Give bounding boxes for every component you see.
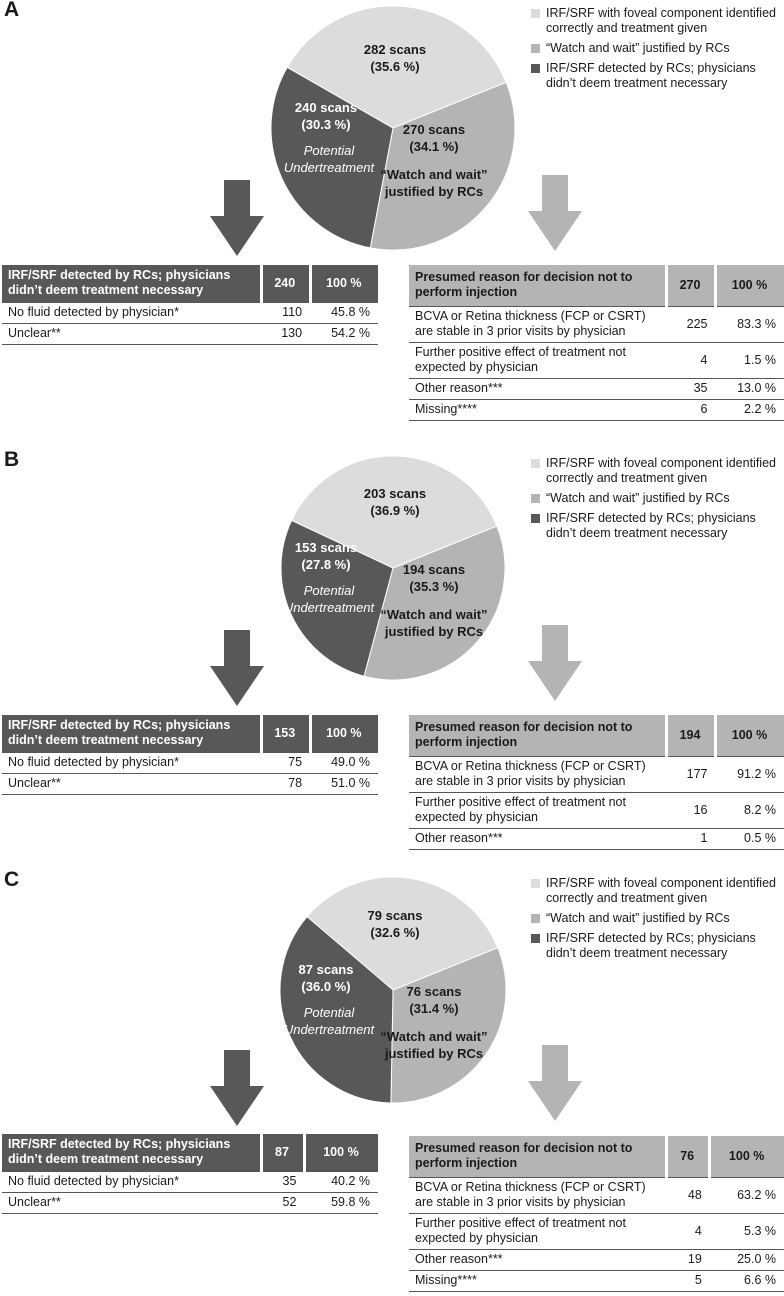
slice-label-scans: 153 scans: [294, 540, 358, 555]
slice-note-line: justified by RCs: [384, 1046, 484, 1061]
table-cell: 54.2 %: [310, 324, 378, 345]
slice-note-line: “Watch and wait”: [380, 167, 488, 182]
legend-label: “Watch and wait” justified by RCs: [546, 41, 730, 55]
table-row: [409, 379, 784, 400]
arrow-down-dark-icon: [210, 630, 264, 706]
legend-swatch: [531, 494, 540, 503]
pie-chart: [262, 450, 522, 700]
table-cell: 225: [667, 307, 716, 343]
table-row: [409, 307, 784, 343]
table-row: [409, 757, 784, 793]
legend-item: [531, 456, 784, 486]
panel-b: [0, 450, 784, 870]
panel-c: [0, 870, 784, 1290]
panel-letter: B: [4, 448, 20, 471]
table-row: [2, 774, 378, 795]
table-row: [2, 303, 378, 324]
left-table: [2, 265, 378, 345]
table-cell: 6: [667, 400, 716, 421]
table-cell: 1.5 %: [716, 343, 784, 379]
table-cell: 6.6 %: [710, 1271, 784, 1292]
legend-swatch: [531, 44, 540, 53]
table-cell: 35: [262, 1172, 305, 1193]
table-row: [409, 1271, 784, 1292]
table-cell: 1: [667, 829, 716, 850]
table-header-cell: 87: [262, 1134, 305, 1172]
table-cell: Further positive effect of treatment not expected by physician: [409, 793, 667, 829]
table-cell: 16: [667, 793, 716, 829]
slice-label-scans: 282 scans: [363, 42, 427, 57]
legend-item: [531, 511, 784, 541]
table-header-cell: 100 %: [716, 715, 784, 757]
arrow-down-light-icon: [528, 625, 582, 701]
slice-label-pct: (27.8 %): [301, 557, 351, 572]
table-cell: 25.0 %: [710, 1250, 784, 1271]
pie-chart: [262, 870, 522, 1120]
table-header-cell: 100 %: [716, 265, 784, 307]
legend-swatch: [531, 934, 540, 943]
table-cell: BCVA or Retina thickness (FCP or CSRT) are stable in 3 prior visits by physician: [409, 307, 667, 343]
arrow-down-dark-icon: [210, 1050, 264, 1126]
table-header-cell: 240: [262, 265, 311, 303]
table-cell: Unclear**: [2, 774, 262, 795]
legend: [531, 6, 784, 96]
panel-letter: C: [4, 868, 20, 891]
table-header-cell: 100 %: [310, 715, 378, 753]
table-cell: 13.0 %: [716, 379, 784, 400]
table-cell: BCVA or Retina thickness (FCP or CSRT) are stable in 3 prior visits by physician: [409, 757, 667, 793]
table-cell: 177: [667, 757, 716, 793]
table-header-cell: Presumed reason for decision not to perform injection: [409, 265, 667, 307]
table-header-cell: Presumed reason for decision not to perform injection: [409, 715, 667, 757]
legend-label: “Watch and wait” justified by RCs: [546, 491, 730, 505]
legend-item: [531, 491, 784, 506]
slice-note-line: Potential: [303, 583, 355, 598]
slice-label-pct: (35.6 %): [370, 59, 420, 74]
legend-item: [531, 41, 784, 56]
table-header-row: [2, 1134, 378, 1172]
table-cell: 110: [262, 303, 311, 324]
left-table: [2, 715, 378, 795]
slice-note-line: “Watch and wait”: [380, 1029, 488, 1044]
table-cell: Further positive effect of treatment not expected by physician: [409, 343, 667, 379]
slice-label-scans: 240 scans: [294, 100, 358, 115]
table-cell: No fluid detected by physician*: [2, 1172, 262, 1193]
table-cell: 51.0 %: [310, 774, 378, 795]
slice-label-scans: 87 scans: [298, 962, 354, 977]
table-row: [2, 1172, 378, 1193]
slice-label-pct: (34.1 %): [409, 139, 459, 154]
slice-label-pct: (30.3 %): [301, 117, 351, 132]
table-header-cell: 100 %: [310, 265, 378, 303]
table-row: [409, 343, 784, 379]
table-row: [409, 400, 784, 421]
slice-label-pct: (35.3 %): [409, 579, 459, 594]
slice-label-pct: (36.9 %): [370, 503, 420, 518]
table-header-row: [409, 265, 784, 307]
slice-label-pct: (32.6 %): [370, 925, 420, 940]
slice-label-scans: 194 scans: [402, 562, 466, 577]
table-row: [409, 793, 784, 829]
panel-letter: A: [4, 0, 20, 21]
table-header-cell: 153: [262, 715, 311, 753]
legend-swatch: [531, 879, 540, 888]
legend-label: IRF/SRF detected by RCs; physicians didn’t deem treatment necessary: [546, 61, 756, 90]
slice-note-line: Undertreatment: [283, 600, 375, 615]
left-table: [2, 1134, 378, 1214]
slice-note-line: Potential: [303, 143, 355, 158]
table-cell: Missing****: [409, 1271, 667, 1292]
table-header-cell: IRF/SRF detected by RCs; physicians didn’t deem treatment necessary: [2, 265, 262, 303]
legend-swatch: [531, 514, 540, 523]
table-header-row: [2, 265, 378, 303]
table-row: [409, 829, 784, 850]
table-header-cell: 100 %: [710, 1136, 784, 1178]
table-cell: 59.8 %: [304, 1193, 378, 1214]
table-cell: Other reason***: [409, 1250, 667, 1271]
legend-swatch: [531, 64, 540, 73]
table-header-cell: 270: [667, 265, 716, 307]
table-cell: 91.2 %: [716, 757, 784, 793]
table-row: [409, 1178, 784, 1214]
arrow-down-light-icon: [528, 1045, 582, 1121]
legend-item: [531, 911, 784, 926]
table-cell: 130: [262, 324, 311, 345]
right-table: [409, 715, 784, 850]
table-cell: 52: [262, 1193, 305, 1214]
pie-chart: [262, 0, 522, 250]
table-cell: Further positive effect of treatment not expected by physician: [409, 1214, 667, 1250]
table-row: [2, 1193, 378, 1214]
table-cell: No fluid detected by physician*: [2, 303, 262, 324]
legend-item: [531, 61, 784, 91]
slice-note-line: justified by RCs: [384, 624, 484, 639]
slice-label-scans: 203 scans: [363, 486, 427, 501]
arrow-down-light-icon: [528, 175, 582, 251]
table-cell: 63.2 %: [710, 1178, 784, 1214]
table-cell: Other reason***: [409, 379, 667, 400]
slice-note-line: “Watch and wait”: [380, 607, 488, 622]
legend-label: IRF/SRF detected by RCs; physicians didn’t deem treatment necessary: [546, 931, 756, 960]
table-cell: No fluid detected by physician*: [2, 753, 262, 774]
table-cell: 0.5 %: [716, 829, 784, 850]
table-cell: 78: [262, 774, 311, 795]
table-header-cell: Presumed reason for decision not to perform injection: [409, 1136, 667, 1178]
table-cell: 83.3 %: [716, 307, 784, 343]
legend-label: IRF/SRF with foveal component identified correctly and treatment given: [546, 876, 776, 905]
table-cell: 2.2 %: [716, 400, 784, 421]
legend-label: “Watch and wait” justified by RCs: [546, 911, 730, 925]
legend-label: IRF/SRF with foveal component identified correctly and treatment given: [546, 456, 776, 485]
panel-a: [0, 0, 784, 420]
slice-note-line: Undertreatment: [283, 1022, 375, 1037]
table-cell: Unclear**: [2, 324, 262, 345]
arrow-down-dark-icon: [210, 180, 264, 256]
table-cell: 40.2 %: [304, 1172, 378, 1193]
table-cell: Unclear**: [2, 1193, 262, 1214]
table-header-row: [2, 715, 378, 753]
table-cell: Missing****: [409, 400, 667, 421]
right-table: [409, 1136, 784, 1292]
table-header-cell: IRF/SRF detected by RCs; physicians didn’t deem treatment necessary: [2, 715, 262, 753]
slice-label-pct: (36.0 %): [301, 979, 351, 994]
slice-label-scans: 79 scans: [367, 908, 423, 923]
slice-label-scans: 76 scans: [406, 984, 462, 999]
table-header-cell: 194: [667, 715, 716, 757]
table-cell: 48: [667, 1178, 710, 1214]
table-row: [2, 324, 378, 345]
slice-note-line: Potential: [303, 1005, 355, 1020]
table-cell: 49.0 %: [310, 753, 378, 774]
slice-label-pct: (31.4 %): [409, 1001, 459, 1016]
table-cell: 75: [262, 753, 311, 774]
table-cell: 45.8 %: [310, 303, 378, 324]
legend-label: IRF/SRF detected by RCs; physicians didn’t deem treatment necessary: [546, 511, 756, 540]
table-cell: 4: [667, 343, 716, 379]
legend-item: [531, 6, 784, 36]
table-header-row: [409, 715, 784, 757]
table-header-cell: IRF/SRF detected by RCs; physicians didn’t deem treatment necessary: [2, 1134, 262, 1172]
table-header-cell: 100 %: [304, 1134, 378, 1172]
table-row: [409, 1250, 784, 1271]
table-header-cell: 76: [667, 1136, 710, 1178]
table-row: [2, 753, 378, 774]
legend-label: IRF/SRF with foveal component identified correctly and treatment given: [546, 6, 776, 35]
legend-swatch: [531, 9, 540, 18]
legend: [531, 456, 784, 546]
table-cell: 5: [667, 1271, 710, 1292]
legend-item: [531, 931, 784, 961]
table-header-row: [409, 1136, 784, 1178]
table-row: [409, 1214, 784, 1250]
slice-note-line: justified by RCs: [384, 184, 484, 199]
legend-swatch: [531, 914, 540, 923]
table-cell: Other reason***: [409, 829, 667, 850]
table-cell: 5.3 %: [710, 1214, 784, 1250]
legend-item: [531, 876, 784, 906]
table-cell: 19: [667, 1250, 710, 1271]
legend-swatch: [531, 459, 540, 468]
right-table: [409, 265, 784, 421]
table-cell: 4: [667, 1214, 710, 1250]
legend: [531, 876, 784, 966]
table-cell: 8.2 %: [716, 793, 784, 829]
slice-note-line: Undertreatment: [283, 160, 375, 175]
slice-label-scans: 270 scans: [402, 122, 466, 137]
table-cell: 35: [667, 379, 716, 400]
table-cell: BCVA or Retina thickness (FCP or CSRT) are stable in 3 prior visits by physician: [409, 1178, 667, 1214]
